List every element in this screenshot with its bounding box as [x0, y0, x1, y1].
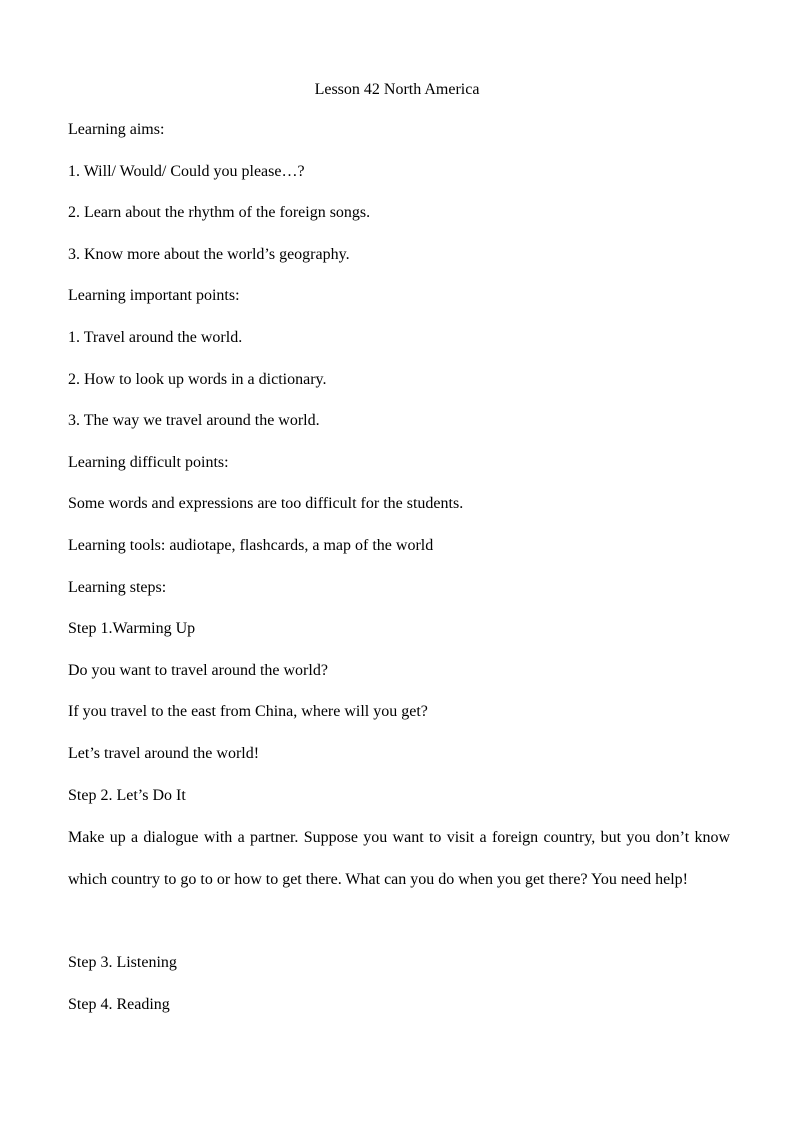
difficult-point-text: Some words and expressions are too difficult for the students. — [68, 495, 464, 513]
step-1-line-1: Do you want to travel around the world? — [68, 661, 328, 679]
important-point-1: 1. Travel around the world. — [68, 328, 243, 346]
important-point-3: 3. The way we travel around the world. — [68, 412, 320, 430]
step-1-line-2: If you travel to the east from China, where will you get? — [68, 703, 428, 721]
important-point-2: 2. How to look up words in a dictionary. — [68, 370, 327, 388]
step-3-heading: Step 3. Listening — [68, 954, 177, 971]
step-1-heading: Step 1.Warming Up — [68, 620, 196, 638]
section-heading-aims: Learning aims: — [68, 121, 165, 138]
learning-tools-line: Learning tools: audiotape, flashcards, a map of the world — [68, 536, 434, 554]
remaining-steps — [68, 952, 728, 1035]
aim-item-3: 3. Know more about the world’s geography. — [68, 245, 350, 263]
step-1-line-3: Let’s travel around the world! — [68, 744, 260, 762]
page-title: Lesson 42 North America — [314, 81, 480, 98]
step-4-heading: Step 4. Reading — [68, 995, 170, 1013]
step-2-paragraph: Make up a dialogue with a partner. Suppose you want to visit a foreign country, but you don’t know which country to go to or how to get there. What can you do when you get there? You need help! — [68, 829, 730, 888]
lesson-body — [68, 119, 728, 826]
section-heading-difficult-points: Learning difficult points: — [68, 453, 229, 471]
section-heading-steps: Learning steps: — [68, 578, 167, 596]
step-2-heading: Step 2. Let’s Do It — [68, 786, 186, 804]
section-heading-important-points: Learning important points: — [68, 287, 240, 305]
aim-item-2: 2. Learn about the rhythm of the foreign songs. — [68, 204, 371, 222]
aim-item-1: 1. Will/ Would/ Could you please…? — [68, 162, 305, 180]
